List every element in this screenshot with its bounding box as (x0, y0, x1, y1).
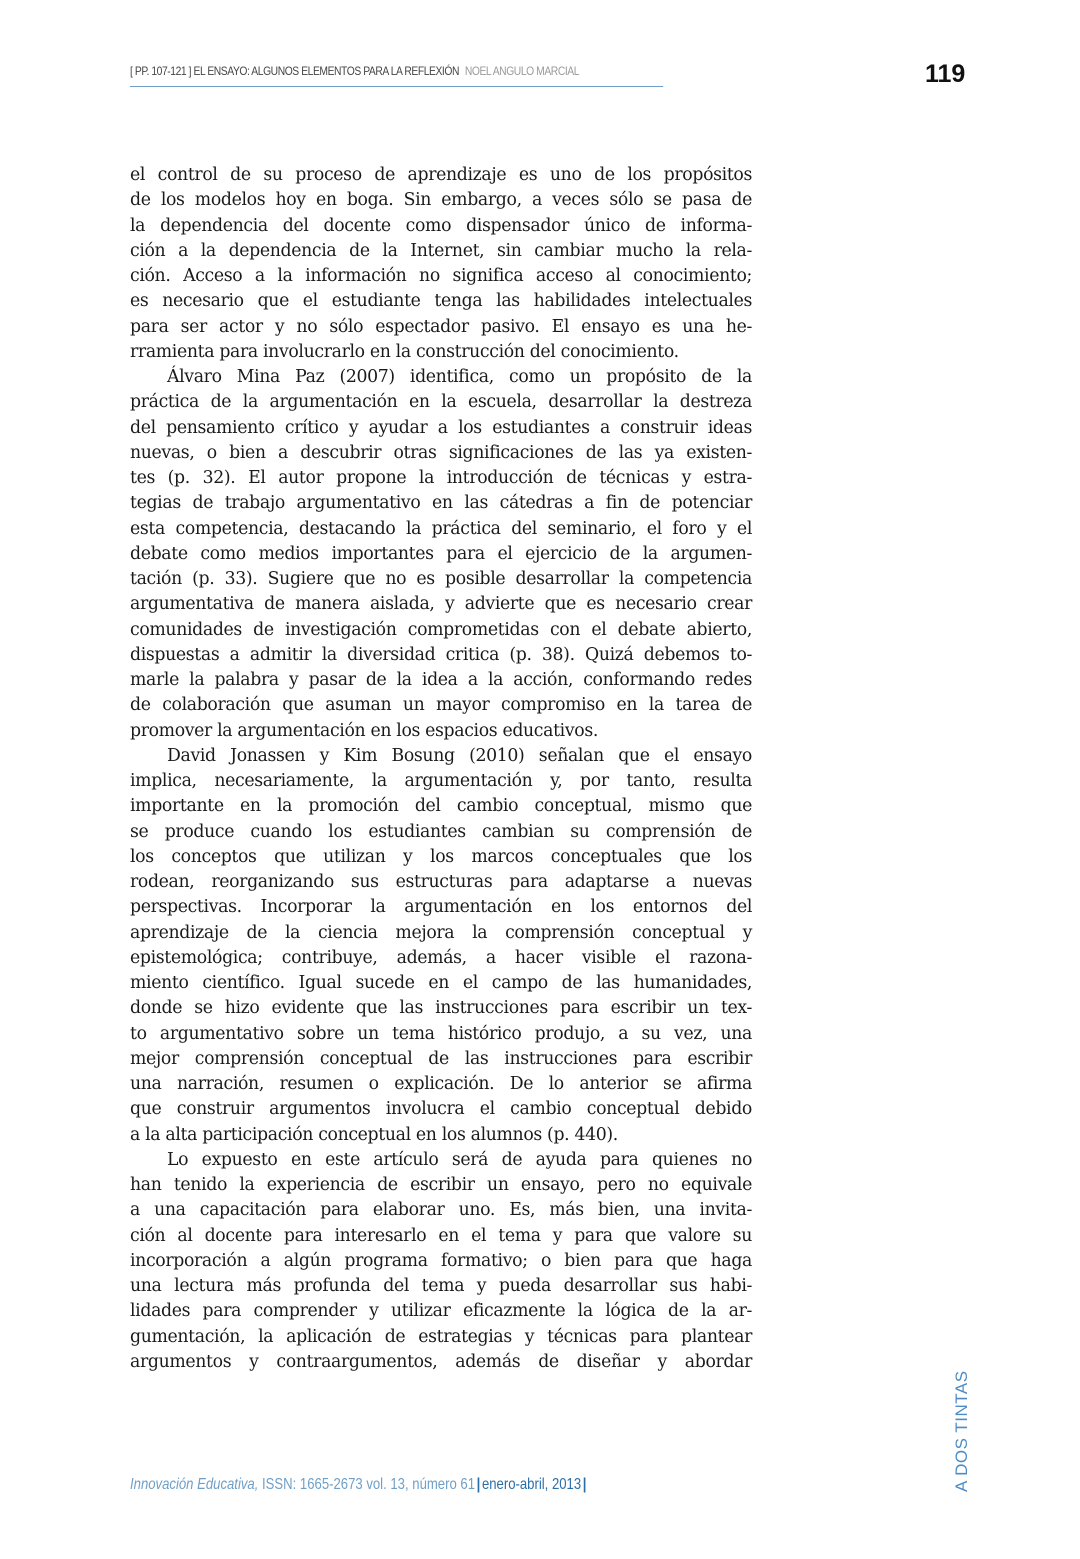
text-line: miento científico. Igual sucede en el campo de las humanidades, (130, 973, 752, 993)
text-line: epistemológica; contribuye, además, a hacer visible el razona- (130, 947, 752, 968)
text-line: nuevas, o bien a descubrir otras significaciones de las ya existen- (130, 442, 752, 463)
issue-date: enero-abril, 2013 (481, 1476, 582, 1493)
text-line: esta competencia, destacando la práctica del seminario, el foro y el (130, 518, 752, 539)
text-line: marle la palabra y pasar de la idea a la acción, conformando redes (130, 670, 752, 690)
journal-name: Innovación Educativa, (130, 1476, 259, 1493)
text-line: donde se hizo evidente que las instrucciones para escribir un tex- (130, 998, 752, 1019)
text-line: dispuestas a admitir la diversidad critica (p. 38). Quizá debemos to- (130, 644, 752, 665)
text-line: es necesario que el estudiante tenga las habilidades intelectuales (130, 291, 752, 312)
section-label: A DOS TINTAS (952, 1370, 971, 1492)
text-line: del pensamiento crítico y ayudar a los estudiantes a construir ideas (130, 417, 752, 438)
page-range: [ PP. 107-121 ] (130, 64, 192, 78)
text-line: mejor comprensión conceptual de las instrucciones para escribir (130, 1048, 752, 1069)
text-line: promover la argumentación en los espacios educativos. (130, 720, 598, 741)
author-name: NOEL ANGULO MARCIAL (464, 64, 580, 78)
text-line: a la alta participación conceptual en los alumnos (p. 440). (130, 1124, 618, 1145)
text-line: tación (p. 33). Sugiere que no es posible desarrollar la competencia (130, 569, 752, 589)
text-line: los conceptos que utilizan y los marcos conceptuales que los (130, 846, 752, 867)
text-line: han tenido la experiencia de escribir un ensayo, pero no equivale (130, 1175, 752, 1195)
text-line: rodean, reorganizando sus estructuras para adaptarse a nuevas (130, 872, 752, 892)
text-line: una narración, resumen o explicación. De lo anterior se afirma (130, 1074, 752, 1094)
text-line: lidades para comprender y utilizar eficazmente la lógica de la ar- (130, 1301, 752, 1322)
text-line: ción a la dependencia de la Internet, sin cambiar mucho la rela- (130, 240, 752, 261)
text-line: se produce cuando los estudiantes cambian su comprensión de (130, 821, 752, 842)
text-line: de los modelos hoy en boga. Sin embargo, a veces sólo se pasa de (130, 190, 752, 211)
text-line: Lo expuesto en este artículo será de ayuda para quienes no (167, 1149, 752, 1170)
text-line: ción. Acceso a la información no significa acceso al conocimiento; (130, 266, 752, 286)
text-line: implica, necesariamente, la argumentación y, por tanto, resulta (130, 771, 752, 791)
text-line: rramienta para involucrarlo en la construcción del conocimiento. (130, 341, 679, 362)
text-line: perspectivas. Incorporar la argumentación en los entornos del (130, 897, 752, 918)
text-line: importante en la promoción del cambio conceptual, mismo que (130, 796, 752, 817)
text-line: Álvaro Mina Paz (2007) identifica, como un propósito de la (167, 367, 752, 387)
footer: Innovación Educativa, ISSN: 1665-2673 vol. 13, número 61 | enero-abril, 2013 | (130, 1476, 587, 1493)
text-line: ción al docente para interesarlo en el tema y para que valore su (130, 1225, 752, 1246)
text-line: la dependencia del docente como dispensador único de informa- (130, 215, 752, 236)
text-line: de colaboración que asuman un mayor compromiso en la tarea de (130, 695, 752, 716)
article-title: EL ENSAYO: ALGUNOS ELEMENTOS PARA LA REFLEXIÓN (193, 64, 459, 78)
text-line: práctica de la argumentación en la escuela, desarrollar la destreza (130, 392, 752, 413)
text-line: tes (p. 32). El autor propone la introducción de técnicas y estra- (130, 468, 752, 488)
text-line: aprendizaje de la ciencia mejora la comprensión conceptual y (130, 922, 752, 943)
text-line: comunidades de investigación comprometidas con el debate abierto, (130, 619, 752, 640)
text-line: el control de su proceso de aprendizaje es uno de los propósitos (130, 165, 752, 185)
text-line: to argumentativo sobre un tema histórico produjo, a su vez, una (130, 1023, 752, 1044)
running-header (130, 64, 663, 87)
text-line: argumentos y contraargumentos, además de diseñar y abordar (130, 1351, 752, 1372)
text-line: a una capacitación para elaborar uno. Es, más bien, una invita- (130, 1200, 752, 1221)
body-text (130, 163, 752, 1375)
text-line: argumentativa de manera aislada, y advierte que es necesario crear (130, 594, 752, 615)
text-line: tegias de trabajo argumentativo en las cátedras a fin de potenciar (130, 493, 752, 514)
text-line: debate como medios importantes para el ejercicio de la argumen- (130, 543, 752, 564)
text-line: incorporación a algún programa formativo; o bien para que haga (130, 1250, 752, 1271)
issn-info: ISSN: 1665-2673 vol. 13, número 61 (262, 1476, 475, 1493)
page-number: 119 (925, 60, 966, 88)
text-line: para ser actor y no sólo espectador pasivo. El ensayo es una he- (130, 316, 752, 337)
text-line: gumentación, la aplicación de estrategias y técnicas para plantear (130, 1326, 752, 1347)
text-line: una lectura más profunda del tema y pueda desarrollar sus habi- (130, 1276, 752, 1296)
text-line: que construir argumentos involucra el cambio conceptual debido (130, 1099, 752, 1120)
text-line: David Jonassen y Kim Bosung (2010) señalan que el ensayo (167, 745, 752, 766)
